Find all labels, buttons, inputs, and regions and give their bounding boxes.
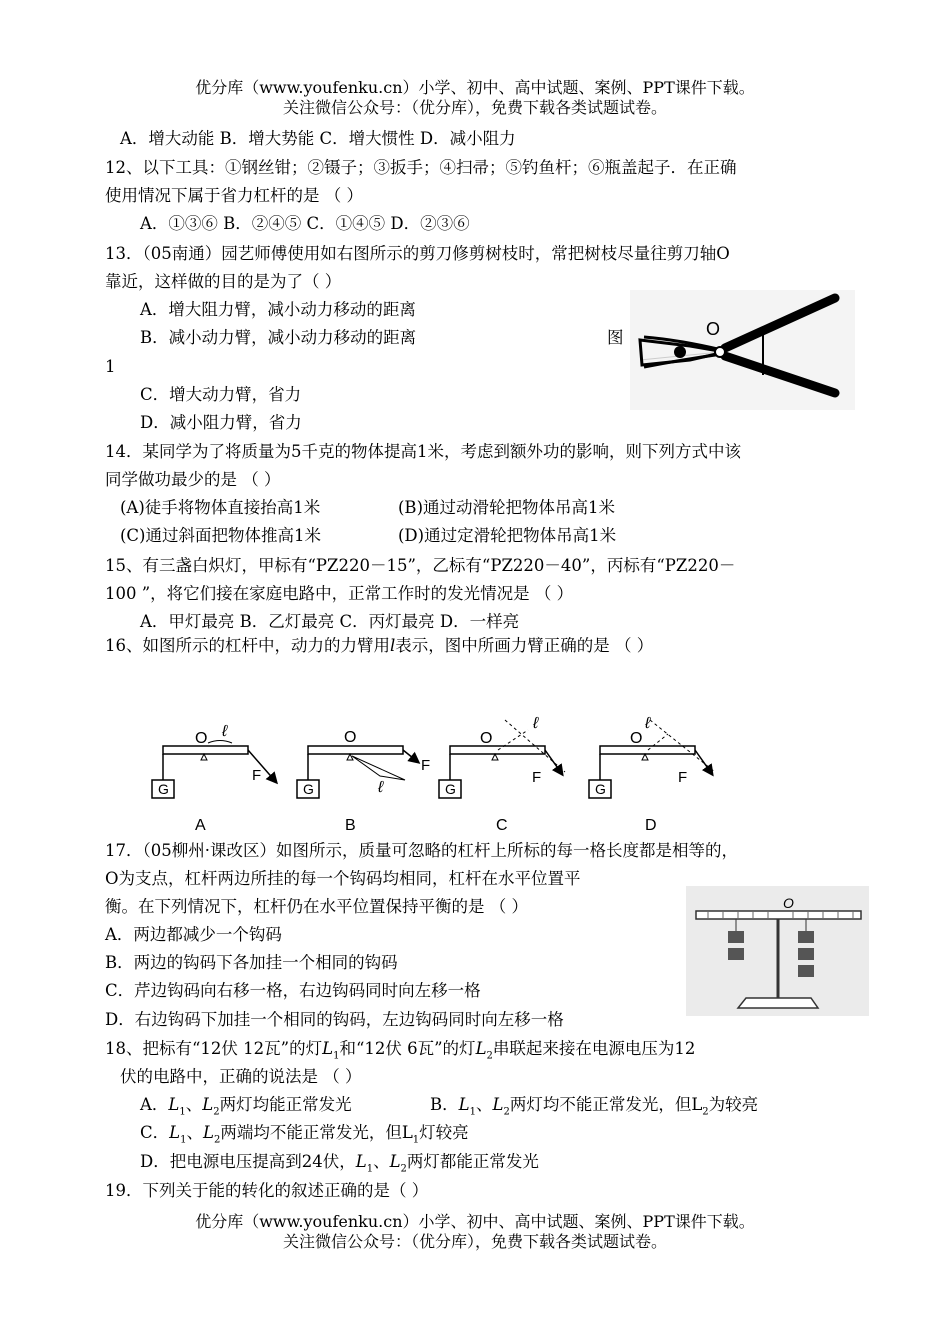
q13-figure-number: 1 <box>105 357 116 376</box>
lever-b-arm-label: ℓ <box>378 779 384 796</box>
q13-figure-word: 图 <box>607 328 624 347</box>
q13-option-a: A．增大阻力臂，减小动力移动的距离 <box>140 300 416 319</box>
q17-option-b: B．两边的钩码下各加挂一个相同的钩码 <box>105 953 398 972</box>
page-header-line1: 优分库（www.youfenku.cn）小学、初中、高中试题、案例、PPT课件下载。 <box>195 78 755 97</box>
q12-options: A．①③⑥ B．②④⑤ C．①④⑤ D．②③⑥ <box>140 214 470 233</box>
lever-d-caption: D <box>645 817 657 834</box>
balance-pivot-label: O <box>783 895 794 911</box>
q17-option-a: A．两边都减少一个钩码 <box>105 925 282 944</box>
q18-option-d: D．把电源电压提高到24伏，$L_1$、$L_2$两灯都能正常发光 <box>140 1152 539 1175</box>
lever-option-c <box>439 715 565 834</box>
lever-option-a <box>152 723 276 834</box>
lever-b-force-label: F <box>421 757 431 774</box>
lever-a-force-label: F <box>252 767 262 784</box>
q13-stem-line1: 13．（05南通）园艺师傅使用如右图所示的剪刀修剪树枝时，常把树枝尽量往剪刀轴O <box>105 244 730 263</box>
q11-options: A．增大动能 B．增大势能 C．增大惯性 D．减小阻力 <box>120 129 516 148</box>
lever-option-d <box>589 715 715 834</box>
q13-option-d: D．减小阻力臂，省力 <box>140 413 302 432</box>
q13-stem-line2: 靠近，这样做的目的是为了（ ） <box>105 272 342 291</box>
lever-c-weight-label: G <box>445 781 456 797</box>
lever-a-weight-label: G <box>158 781 169 797</box>
q14-option-a: (A)徒手将物体直接抬高1米 <box>120 498 321 517</box>
lever-option-b <box>297 729 430 834</box>
q19-stem: 19．下列关于能的转化的叙述正确的是（ ） <box>105 1181 429 1200</box>
lever-d-weight-label: G <box>595 781 606 797</box>
q17-option-d: D．右边钩码下加挂一个相同的钩码，左边钩码同时向左移一格 <box>105 1010 564 1029</box>
lever-c-force-label: F <box>532 769 542 786</box>
q14-stem-line1: 14．某同学为了将质量为5千克的物体提高1米，考虑到额外功的影响，则下列方式中该 <box>105 442 741 461</box>
q18-stem-line2: 伏的电路中，正确的说法是 （ ） <box>120 1067 362 1086</box>
lever-b-caption: B <box>345 817 356 834</box>
q13-option-b: B．减小动力臂，减小动力移动的距离 <box>140 328 417 347</box>
lever-c-caption: C <box>496 817 508 834</box>
q17-option-c: C．芹边钩码向右移一格，右边钩码同时向左移一格 <box>105 981 481 1000</box>
q17-stem-line3: 衡。在下列情况下，杠杆仍在水平位置保持平衡的是 （ ） <box>105 897 528 916</box>
q14-option-b: (B)通过动滑轮把物体吊高1米 <box>398 498 615 517</box>
lever-c-arm-label: ℓ <box>533 715 539 732</box>
left-weight-2 <box>728 948 744 960</box>
q18-option-c: C．$L_1$、$L_2$两端均不能正常发光，但$L_1$灯较亮 <box>140 1123 469 1146</box>
scissors-figure <box>630 290 855 410</box>
q12-stem-line2: 使用情况下属于省力杠杆的是 （ ） <box>105 186 363 205</box>
balance-bar <box>696 911 861 919</box>
page-header-line2: 关注微信公众号：（优分库），免费下载各类试题试卷。 <box>282 98 667 117</box>
balance-lever-figure <box>686 886 869 1016</box>
lever-b-pivot-label: O <box>344 729 357 746</box>
q14-option-d: (D)通过定滑轮把物体吊高1米 <box>398 526 617 545</box>
lever-d-pivot-label: O <box>630 730 643 747</box>
q17-stem-line1: 17．（05柳州·课改区）如图所示，质量可忽略的杠杆上所标的每一格长度都是相等的， <box>105 841 738 860</box>
branch-icon <box>674 346 686 358</box>
lever-d-arm-label: ℓ <box>645 715 651 732</box>
right-weight-2 <box>798 948 814 960</box>
q15-stem-line2: 100 ”，将它们接在家庭电路中，正常工作时的发光情况是 （ ） <box>105 584 574 603</box>
q14-option-c: (C)通过斜面把物体推高1米 <box>120 526 321 545</box>
q12-stem-line1: 12、以下工具：①钢丝钳；②镊子；③扳手；④扫帚；⑤钓鱼杆；⑥瓶盖起子．在正确 <box>105 158 737 177</box>
q17-stem-line2: O为支点，杠杆两边所挂的每一个钩码均相同，杠杆在水平位置平 <box>105 869 581 888</box>
lever-d-force-label: F <box>678 769 688 786</box>
lever-c-pivot-label: O <box>480 730 493 747</box>
q15-stem-line1: 15、有三盏白炽灯，甲标有“PZ220－15”，乙标有“PZ220－40”，丙标有“PZ220－ <box>105 556 736 575</box>
q13-option-c: C．增大动力臂，省力 <box>140 385 302 404</box>
right-weight-3 <box>798 965 814 977</box>
q15-options: A．甲灯最亮 B．乙灯最亮 C．丙灯最亮 D．一样亮 <box>140 612 520 631</box>
pivot-icon <box>715 347 725 357</box>
lever-b-weight-label: G <box>303 781 314 797</box>
q18-stem-line1: 18、把标有“12伏 12瓦”的灯$L_1$和“12伏 6瓦”的灯$L_2$串联起来接在电源电压为12 <box>105 1039 696 1062</box>
lever-a-caption: A <box>195 817 206 834</box>
left-weight-1 <box>728 931 744 943</box>
scissors-pivot-label: O <box>706 319 721 339</box>
right-weight-1 <box>798 931 814 943</box>
q14-stem-line2: 同学做功最少的是 （ ） <box>105 470 281 489</box>
page-footer-line2: 关注微信公众号：（优分库），免费下载各类试题试卷。 <box>282 1232 667 1251</box>
lever-figures <box>140 712 740 840</box>
q18-option-a: A．$L_1$、$L_2$两灯均能正常发光 <box>140 1095 352 1118</box>
q18-option-b: B．$L_1$、$L_2$两灯均不能正常发光，但$L_2$为较亮 <box>430 1095 759 1118</box>
lever-a-pivot-label: O <box>195 730 208 747</box>
lever-a-arm-label: ℓ <box>222 723 228 740</box>
page-footer-line1: 优分库（www.youfenku.cn）小学、初中、高中试题、案例、PPT课件下载。 <box>195 1212 755 1231</box>
q16-stem: 16、如图所示的杠杆中，动力的力臂用l表示，图中所画力臂正确的是 （ ） <box>105 636 654 655</box>
